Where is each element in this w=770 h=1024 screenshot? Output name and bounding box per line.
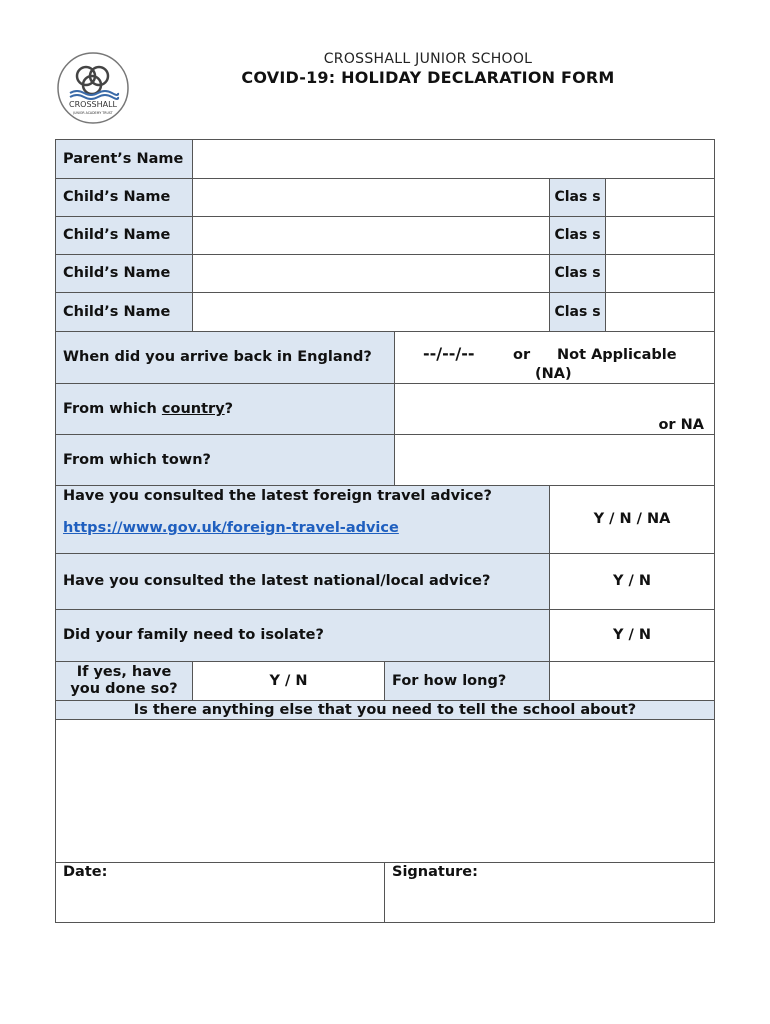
isolate-label: Did your family need to isolate? bbox=[55, 609, 550, 662]
logo-text: CROSSHALL bbox=[69, 100, 117, 109]
local-advice-answer[interactable]: Y / N bbox=[549, 553, 715, 610]
class-label: Clas s bbox=[549, 216, 606, 255]
not-applicable-text: Not Applicable bbox=[557, 347, 677, 363]
class-label: Clas s bbox=[549, 254, 606, 293]
class-field[interactable] bbox=[605, 216, 715, 255]
signature-cell[interactable] bbox=[384, 862, 715, 923]
child-name-label: Child’s Name bbox=[55, 292, 193, 332]
arrival-field[interactable] bbox=[394, 331, 715, 384]
child-name-field[interactable] bbox=[192, 292, 550, 332]
class-field[interactable] bbox=[605, 292, 715, 332]
isolated-answer[interactable]: Y / N bbox=[192, 661, 385, 701]
or-na-text: or NA bbox=[658, 417, 704, 433]
class-field[interactable] bbox=[605, 254, 715, 293]
parents-name-field[interactable] bbox=[192, 139, 715, 179]
country-label-word: country bbox=[161, 401, 225, 417]
anything-else-label: Is there anything else that you need to tell the school about? bbox=[55, 700, 715, 720]
date-cell[interactable] bbox=[55, 862, 385, 923]
class-field[interactable] bbox=[605, 178, 715, 217]
country-label-prefix: From which bbox=[63, 401, 162, 417]
na-abbrev-text: (NA) bbox=[535, 366, 572, 382]
child-name-label: Child’s Name bbox=[55, 216, 193, 255]
parents-name-label: Parent’s Name bbox=[55, 139, 193, 179]
travel-advice-link[interactable]: https://www.gov.uk/foreign-travel-advice bbox=[63, 520, 399, 536]
country-label-suffix: ? bbox=[224, 401, 234, 417]
child-name-field[interactable] bbox=[192, 254, 550, 293]
child-name-field[interactable] bbox=[192, 216, 550, 255]
how-long-field[interactable] bbox=[549, 661, 715, 701]
anything-else-field[interactable] bbox=[55, 719, 715, 863]
isolate-answer[interactable]: Y / N bbox=[549, 609, 715, 662]
country-label bbox=[55, 383, 395, 435]
travel-advice-answer[interactable]: Y / N / NA bbox=[549, 485, 715, 554]
how-long-label: For how long? bbox=[384, 661, 550, 701]
logo-subtext: JUNIOR ACADEMY TRUST bbox=[73, 111, 113, 115]
local-advice-label: Have you consulted the latest national/local advice? bbox=[55, 553, 550, 610]
date-label: Date: bbox=[63, 864, 108, 880]
class-label: Clas s bbox=[549, 178, 606, 217]
child-name-label: Child’s Name bbox=[55, 178, 193, 217]
signature-label: Signature: bbox=[392, 864, 478, 880]
or-text: or bbox=[513, 347, 531, 363]
form-title: COVID-19: HOLIDAY DECLARATION FORM bbox=[241, 68, 615, 87]
country-field[interactable] bbox=[394, 383, 715, 435]
child-name-label: Child’s Name bbox=[55, 254, 193, 293]
school-name: CROSSHALL JUNIOR SCHOOL bbox=[323, 51, 533, 67]
arrival-label: When did you arrive back in England? bbox=[55, 331, 395, 384]
travel-advice-label: Have you consulted the latest foreign travel advice? bbox=[63, 488, 492, 504]
travel-advice-cell bbox=[55, 485, 550, 554]
town-label: From which town? bbox=[55, 434, 395, 486]
class-label: Clas s bbox=[549, 292, 606, 332]
date-placeholder: --/--/-- bbox=[423, 344, 475, 363]
isolated-label: If yes, have you done so? bbox=[55, 661, 193, 701]
town-field[interactable] bbox=[394, 434, 715, 486]
child-name-field[interactable] bbox=[192, 178, 550, 217]
